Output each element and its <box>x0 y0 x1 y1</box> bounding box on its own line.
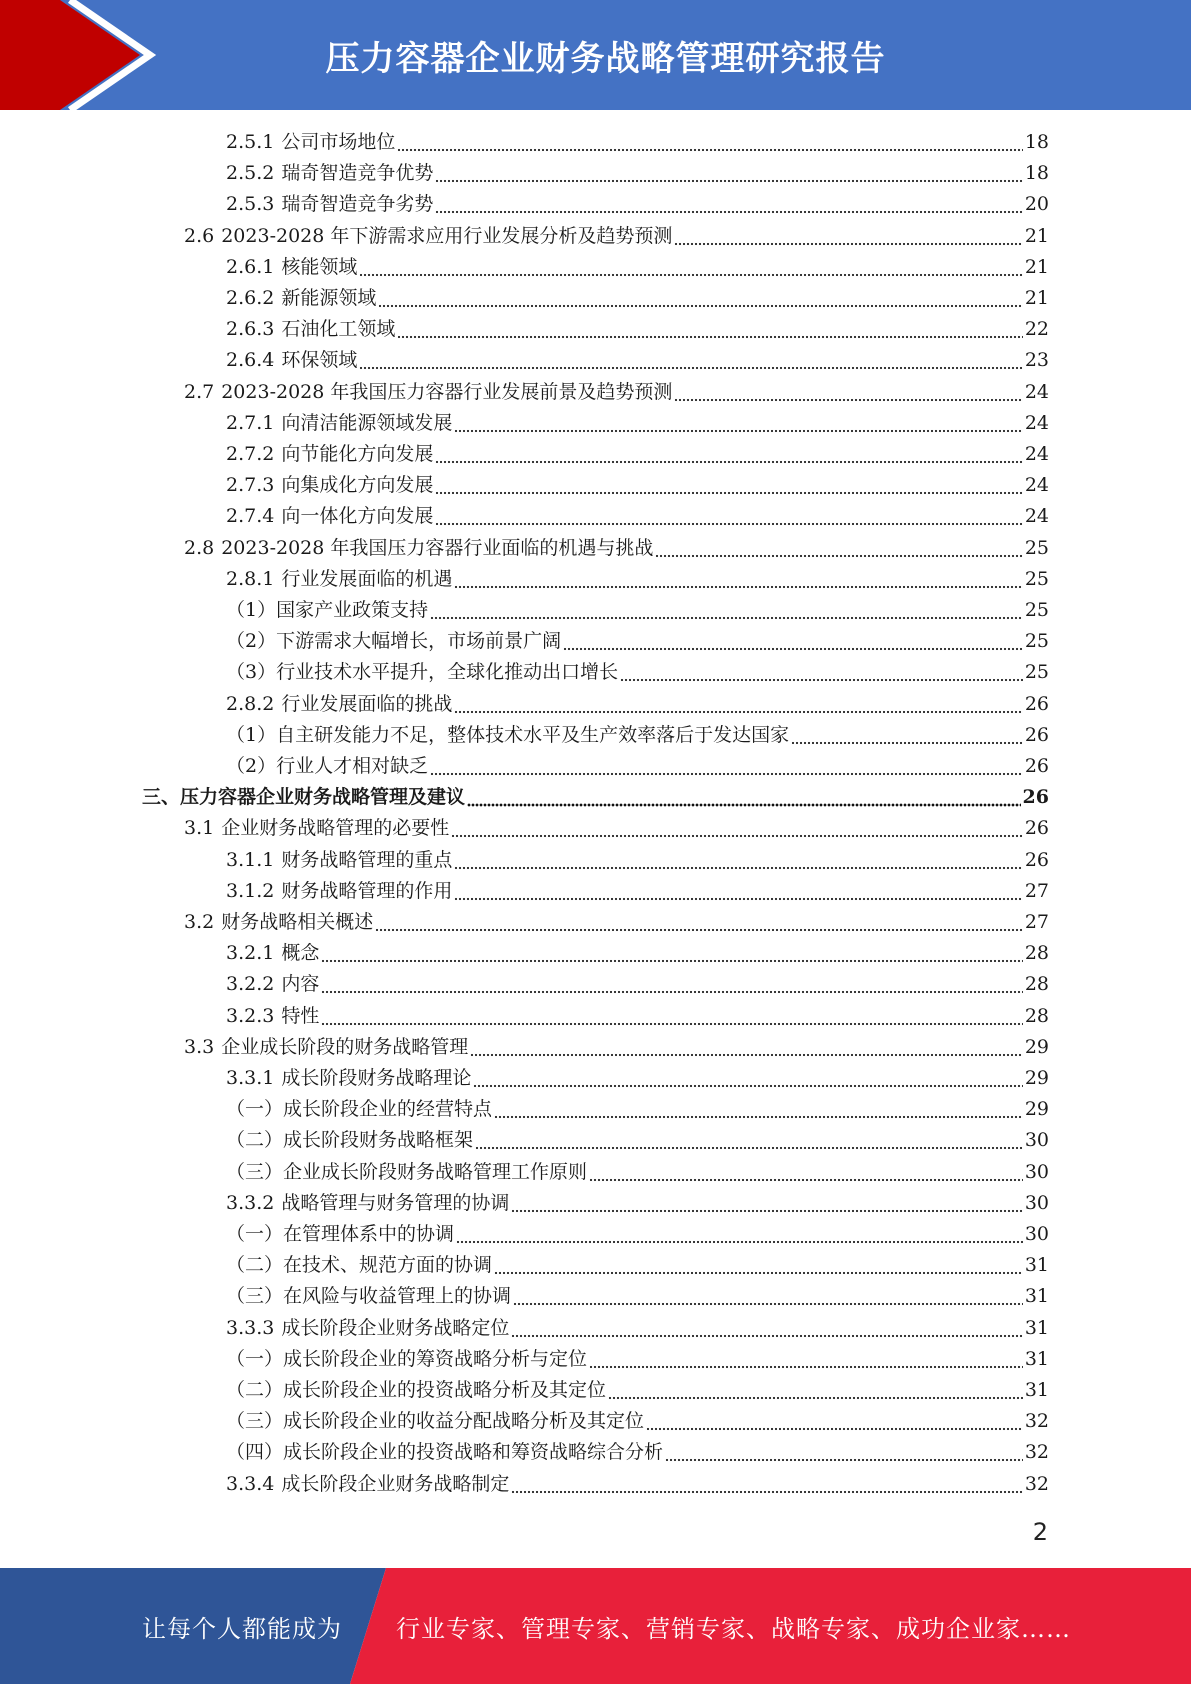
toc-entry-label <box>226 721 789 749</box>
toc-entry-page: 18 <box>1024 162 1049 184</box>
toc-entry-number: 3.3.4 <box>226 1473 275 1495</box>
toc-entry-label <box>226 1251 492 1279</box>
toc-entry[interactable] <box>184 814 1049 842</box>
toc-entry-title: 特性 <box>281 1005 320 1027</box>
toc-entry[interactable] <box>226 1002 1049 1030</box>
toc-entry-label <box>226 627 561 655</box>
toc-entry-number: 3.3.1 <box>226 1067 275 1089</box>
toc-entry-label <box>226 596 428 624</box>
toc-entry[interactable] <box>142 783 1049 811</box>
toc-entry-label <box>226 128 395 156</box>
toc-entry-number: 2.7.1 <box>226 412 275 434</box>
toc-entry-label <box>226 1126 473 1154</box>
toc-entry-title: 财务战略管理的作用 <box>281 880 453 902</box>
toc-entry-title: 向节能化方向发展 <box>281 443 434 465</box>
toc-entry-title: （3）行业技术水平提升，全球化推动出口增长 <box>226 661 619 683</box>
toc-entry-page: 24 <box>1024 505 1049 527</box>
toc-entry-title: 向清洁能源领域发展 <box>281 412 453 434</box>
toc-entry-page: 30 <box>1024 1129 1049 1151</box>
toc-entry-number: 2.6.1 <box>226 256 275 278</box>
toc-dot-leader <box>321 970 1022 998</box>
toc-entry-label <box>226 1345 587 1373</box>
toc-entry-title: （二）在技术、规范方面的协调 <box>226 1254 493 1276</box>
toc-entry-page: 31 <box>1024 1285 1049 1307</box>
toc-dot-leader <box>321 939 1022 967</box>
toc-entry[interactable] <box>226 409 1049 437</box>
toc-entry[interactable] <box>226 846 1049 874</box>
toc-dot-leader <box>321 1002 1022 1030</box>
footer-slogan-left: 让每个人都能成为 <box>142 1614 342 1643</box>
toc-entry-title: 环保领域 <box>281 349 358 371</box>
toc-entry[interactable] <box>226 1282 1049 1310</box>
toc-entry-number: 2.5.2 <box>226 162 275 184</box>
toc-entry-label <box>226 565 452 593</box>
toc-dot-leader <box>646 1407 1023 1435</box>
toc-entry-label <box>226 409 452 437</box>
toc-entry-title: 企业成长阶段的财务战略管理 <box>221 1036 469 1058</box>
toc-entry-label <box>226 1314 509 1342</box>
toc-entry-label <box>184 814 449 842</box>
page-number: 2 <box>1032 1518 1048 1546</box>
toc-entry[interactable] <box>226 1407 1049 1435</box>
toc-entry-number: 3.2 <box>184 911 215 933</box>
toc-entry-title: 瑞奇智造竞争优势 <box>281 162 434 184</box>
toc-entry-label <box>226 315 395 343</box>
toc-entry-title: 行业发展面临的机遇 <box>281 568 453 590</box>
toc-entry[interactable] <box>226 471 1049 499</box>
toc-entry-number: 2.6.2 <box>226 287 275 309</box>
footer-slogan-right: 行业专家、管理专家、营销专家、战略专家、成功企业家…… <box>396 1614 1071 1643</box>
report-title: 压力容器企业财务战略管理研究报告 <box>325 38 886 79</box>
toc-entry-title: 企业财务战略管理的必要性 <box>221 817 450 839</box>
toc-entry-label <box>226 658 618 686</box>
toc-entry[interactable] <box>226 1438 1049 1466</box>
toc-entry-label <box>226 253 357 281</box>
toc-entry[interactable] <box>226 1158 1049 1186</box>
toc-entry[interactable] <box>226 315 1049 343</box>
toc-dot-leader <box>620 658 1023 686</box>
toc-dot-leader <box>608 1376 1023 1404</box>
toc-entry[interactable] <box>184 222 1049 250</box>
toc-entry[interactable] <box>226 440 1049 468</box>
toc-entry-page: 31 <box>1024 1379 1049 1401</box>
toc-entry-title: （三）企业成长阶段财务战略管理工作原则 <box>226 1161 588 1183</box>
toc-entry-title: 2023-2028 年我国压力容器行业发展前景及趋势预测 <box>221 381 673 403</box>
toc-entry-label <box>226 1376 606 1404</box>
toc-entry-title: 公司市场地位 <box>281 131 396 153</box>
toc-dot-leader <box>511 1470 1022 1498</box>
toc-entry-title: （2）行业人才相对缺乏 <box>226 755 429 777</box>
toc-dot-leader <box>589 1345 1023 1373</box>
toc-entry[interactable] <box>226 877 1049 905</box>
toc-entry-label <box>226 939 319 967</box>
toc-entry-number: 2.7.3 <box>226 474 275 496</box>
toc-dot-leader <box>674 222 1022 250</box>
toc-entry-number: 2.7.4 <box>226 505 275 527</box>
toc-entry[interactable] <box>226 1189 1049 1217</box>
toc-entry-page: 28 <box>1024 1005 1049 1027</box>
toc-entry-label <box>226 346 357 374</box>
toc-entry-page: 28 <box>1024 942 1049 964</box>
toc-entry[interactable] <box>226 1251 1049 1279</box>
toc-dot-leader <box>475 1126 1023 1154</box>
toc-dot-leader <box>359 346 1022 374</box>
toc-entry-title: 石油化工领域 <box>281 318 396 340</box>
toc-dot-leader <box>513 1282 1023 1310</box>
toc-entry[interactable] <box>226 752 1049 780</box>
toc-dot-leader <box>430 752 1023 780</box>
toc-entry[interactable] <box>226 253 1049 281</box>
toc-entry-page: 31 <box>1024 1317 1049 1339</box>
toc-entry-page: 29 <box>1024 1036 1049 1058</box>
toc-entry-title: （三）成长阶段企业的收益分配战略分析及其定位 <box>226 1410 645 1432</box>
toc-entry[interactable] <box>184 534 1049 562</box>
toc-entry-number: 3.1.1 <box>226 849 275 871</box>
toc-entry-page: 25 <box>1024 568 1049 590</box>
toc-dot-leader <box>665 1438 1023 1466</box>
toc-dot-leader <box>375 908 1023 936</box>
toc-entry-page: 30 <box>1024 1161 1049 1183</box>
toc-entry-page: 24 <box>1024 474 1049 496</box>
toc-entry-label <box>226 1064 471 1092</box>
toc-entry-label <box>226 1158 587 1186</box>
toc-entry-number: 2.8 <box>184 537 215 559</box>
toc-entry-label <box>226 1282 511 1310</box>
toc-entry-page: 32 <box>1024 1441 1049 1463</box>
toc-entry[interactable] <box>226 721 1049 749</box>
toc-entry[interactable] <box>226 1095 1049 1123</box>
toc-dot-leader <box>791 721 1023 749</box>
toc-entry-title: 三、压力容器企业财务战略管理及建议 <box>142 786 466 808</box>
toc-entry[interactable] <box>226 1126 1049 1154</box>
report-header <box>0 0 1191 110</box>
toc-entry-title: 向集成化方向发展 <box>281 474 434 496</box>
toc-entry-label <box>226 1407 644 1435</box>
toc-entry-label <box>184 222 672 250</box>
toc-entry-page: 32 <box>1024 1410 1049 1432</box>
toc-entry-page: 25 <box>1024 630 1049 652</box>
toc-entry-title: 成长阶段财务战略理论 <box>281 1067 472 1089</box>
toc-entry-title: （1）国家产业政策支持 <box>226 599 429 621</box>
toc-entry-title: 概念 <box>281 942 320 964</box>
toc-dot-leader <box>494 1095 1023 1123</box>
toc-entry-number: 2.8.1 <box>226 568 275 590</box>
toc-dot-leader <box>454 846 1022 874</box>
toc-entry-title: 内容 <box>281 973 320 995</box>
toc-dot-leader <box>454 409 1022 437</box>
toc-entry-page: 25 <box>1024 599 1049 621</box>
toc-entry[interactable] <box>226 1314 1049 1342</box>
toc-entry-title: 核能领域 <box>281 256 358 278</box>
toc-entry-page: 25 <box>1024 537 1049 559</box>
toc-dot-leader <box>494 1251 1023 1279</box>
toc-entry[interactable] <box>184 1033 1049 1061</box>
toc-entry-label <box>226 502 433 530</box>
toc-entry-page: 26 <box>1024 724 1049 746</box>
toc-dot-leader <box>435 502 1022 530</box>
toc-entry[interactable] <box>226 596 1049 624</box>
toc-entry-number: 3.2.2 <box>226 973 275 995</box>
toc-entry[interactable] <box>226 627 1049 655</box>
toc-entry-label <box>226 440 433 468</box>
toc-entry-title: 战略管理与财务管理的协调 <box>281 1192 510 1214</box>
toc-entry-label <box>226 284 376 312</box>
toc-entry[interactable] <box>226 284 1049 312</box>
toc-entry[interactable] <box>226 565 1049 593</box>
toc-entry-label <box>184 534 653 562</box>
toc-entry-page: 21 <box>1024 225 1049 247</box>
toc-entry-page: 27 <box>1024 911 1049 933</box>
toc-entry-page: 21 <box>1024 287 1049 309</box>
toc-entry[interactable] <box>226 1470 1049 1498</box>
toc-entry-page: 32 <box>1024 1473 1049 1495</box>
toc-entry-number: 2.6.4 <box>226 349 275 371</box>
toc-entry-page: 27 <box>1024 880 1049 902</box>
toc-dot-leader <box>563 627 1023 655</box>
toc-entry-label <box>184 1033 468 1061</box>
toc-entry-page: 26 <box>1024 849 1049 871</box>
toc-dot-leader <box>456 1220 1023 1248</box>
toc-dot-leader <box>435 440 1022 468</box>
toc-dot-leader <box>473 1064 1022 1092</box>
toc-dot-leader <box>397 315 1022 343</box>
toc-entry-number: 3.1.2 <box>226 880 275 902</box>
toc-entry-page: 22 <box>1024 318 1049 340</box>
toc-dot-leader <box>435 190 1022 218</box>
toc-entry-title: 行业发展面临的挑战 <box>281 693 453 715</box>
toc-entry-page: 31 <box>1024 1348 1049 1370</box>
toc-dot-leader <box>655 534 1022 562</box>
toc-entry[interactable] <box>226 658 1049 686</box>
toc-entry-page: 29 <box>1024 1067 1049 1089</box>
toc-entry[interactable] <box>226 190 1049 218</box>
toc-entry-page: 23 <box>1024 349 1049 371</box>
toc-entry-title: 成长阶段企业财务战略制定 <box>281 1473 510 1495</box>
toc-entry-label <box>184 908 373 936</box>
toc-entry[interactable] <box>226 502 1049 530</box>
toc-entry-label <box>226 1438 663 1466</box>
toc-entry-label <box>226 1095 492 1123</box>
toc-entry-title: （二）成长阶段财务战略框架 <box>226 1129 474 1151</box>
toc-entry-number: 3.3.2 <box>226 1192 275 1214</box>
toc-entry-number: 2.8.2 <box>226 693 275 715</box>
toc-entry-label <box>226 846 452 874</box>
toc-entry[interactable] <box>184 378 1049 406</box>
toc-entry[interactable] <box>184 908 1049 936</box>
toc-entry-title: （1）自主研发能力不足，整体技术水平及生产效率落后于发达国家 <box>226 724 790 746</box>
toc-entry-page: 26 <box>1024 693 1049 715</box>
toc-entry-number: 3.2.3 <box>226 1005 275 1027</box>
toc-dot-leader <box>359 253 1022 281</box>
toc-entry-label <box>226 1470 509 1498</box>
toc-entry-page: 28 <box>1024 973 1049 995</box>
toc-entry-title: 新能源领域 <box>281 287 377 309</box>
toc-entry-number: 2.5.1 <box>226 131 275 153</box>
toc-entry-number: 3.1 <box>184 817 215 839</box>
toc-entry-page: 24 <box>1024 412 1049 434</box>
toc-entry-title: （三）在风险与收益管理上的协调 <box>226 1285 512 1307</box>
report-footer <box>0 1568 1191 1684</box>
toc-entry[interactable] <box>226 939 1049 967</box>
toc-entry-label <box>184 378 672 406</box>
toc-entry-page: 24 <box>1024 381 1049 403</box>
toc-dot-leader <box>467 783 1021 811</box>
toc-entry-page: 30 <box>1024 1223 1049 1245</box>
toc-entry-title: 财务战略相关概述 <box>221 911 374 933</box>
toc-entry[interactable] <box>226 1376 1049 1404</box>
toc-entry-page: 31 <box>1024 1254 1049 1276</box>
toc-entry-page: 30 <box>1024 1192 1049 1214</box>
toc-entry-page: 25 <box>1024 661 1049 683</box>
toc-entry[interactable] <box>226 970 1049 998</box>
toc-entry-title: 2023-2028 年我国压力容器行业面临的机遇与挑战 <box>221 537 654 559</box>
toc-entry[interactable] <box>226 1064 1049 1092</box>
toc-entry-number: 2.6.3 <box>226 318 275 340</box>
toc-dot-leader <box>674 378 1022 406</box>
toc-dot-leader <box>511 1314 1022 1342</box>
toc-entry-number: 3.2.1 <box>226 942 275 964</box>
toc-entry-title: （一）成长阶段企业的筹资战略分析与定位 <box>226 1348 588 1370</box>
toc-dot-leader <box>435 471 1022 499</box>
toc-entry-title: 成长阶段企业财务战略定位 <box>281 1317 510 1339</box>
toc-entry-label <box>226 190 433 218</box>
toc-dot-leader <box>430 596 1023 624</box>
toc-entry-title: （一）在管理体系中的协调 <box>226 1223 455 1245</box>
toc-dot-leader <box>470 1033 1023 1061</box>
toc-dot-leader <box>511 1189 1022 1217</box>
toc-dot-leader <box>451 814 1023 842</box>
toc-entry[interactable] <box>226 159 1049 187</box>
toc-entry-number: 3.3.3 <box>226 1317 275 1339</box>
toc-entry[interactable] <box>226 1220 1049 1248</box>
toc-entry-title: 瑞奇智造竞争劣势 <box>281 193 434 215</box>
toc-entry-page: 26 <box>1024 817 1049 839</box>
toc-entry[interactable] <box>226 1345 1049 1373</box>
toc-entry-title: 向一体化方向发展 <box>281 505 434 527</box>
toc-entry-label <box>226 877 452 905</box>
toc-dot-leader <box>589 1158 1023 1186</box>
toc-entry-page: 26 <box>1024 755 1049 777</box>
toc-dot-leader <box>397 128 1022 156</box>
toc-entry-label <box>226 1002 319 1030</box>
toc-entry-label <box>226 1189 509 1217</box>
toc-entry-number: 2.7 <box>184 381 215 403</box>
toc-entry-label <box>226 159 433 187</box>
toc-entry-page: 20 <box>1024 193 1049 215</box>
toc-entry-title: （四）成长阶段企业的投资战略和筹资战略综合分析 <box>226 1441 664 1463</box>
toc-entry-label <box>226 970 319 998</box>
toc-entry-page: 21 <box>1024 256 1049 278</box>
toc-entry[interactable] <box>226 346 1049 374</box>
toc-entry-number: 2.6 <box>184 225 215 247</box>
toc-entry-label <box>142 783 465 811</box>
toc-entry[interactable] <box>226 128 1049 156</box>
toc-entry-label <box>226 752 428 780</box>
toc-entry-title: （2）下游需求大幅增长，市场前景广阔 <box>226 630 562 652</box>
toc-entry-title: （二）成长阶段企业的投资战略分析及其定位 <box>226 1379 607 1401</box>
toc-entry-title: 2023-2028 年下游需求应用行业发展分析及趋势预测 <box>221 225 673 247</box>
toc-entry-number: 2.7.2 <box>226 443 275 465</box>
toc-entry-page: 29 <box>1024 1098 1049 1120</box>
toc-dot-leader <box>454 877 1022 905</box>
toc-entry-number: 2.5.3 <box>226 193 275 215</box>
toc-entry-label <box>226 471 433 499</box>
toc-entry[interactable] <box>226 690 1049 718</box>
toc-entry-label <box>226 1220 454 1248</box>
toc-entry-title: 财务战略管理的重点 <box>281 849 453 871</box>
toc-dot-leader <box>454 565 1022 593</box>
toc-entry-title: （一）成长阶段企业的经营特点 <box>226 1098 493 1120</box>
toc-entry-label <box>226 690 452 718</box>
toc-dot-leader <box>378 284 1022 312</box>
toc-entry-page: 18 <box>1024 131 1049 153</box>
toc-dot-leader <box>435 159 1022 187</box>
toc-entry-page: 26 <box>1022 786 1049 808</box>
toc-entry-number: 3.3 <box>184 1036 215 1058</box>
toc-entry-page: 24 <box>1024 443 1049 465</box>
toc-dot-leader <box>454 690 1022 718</box>
